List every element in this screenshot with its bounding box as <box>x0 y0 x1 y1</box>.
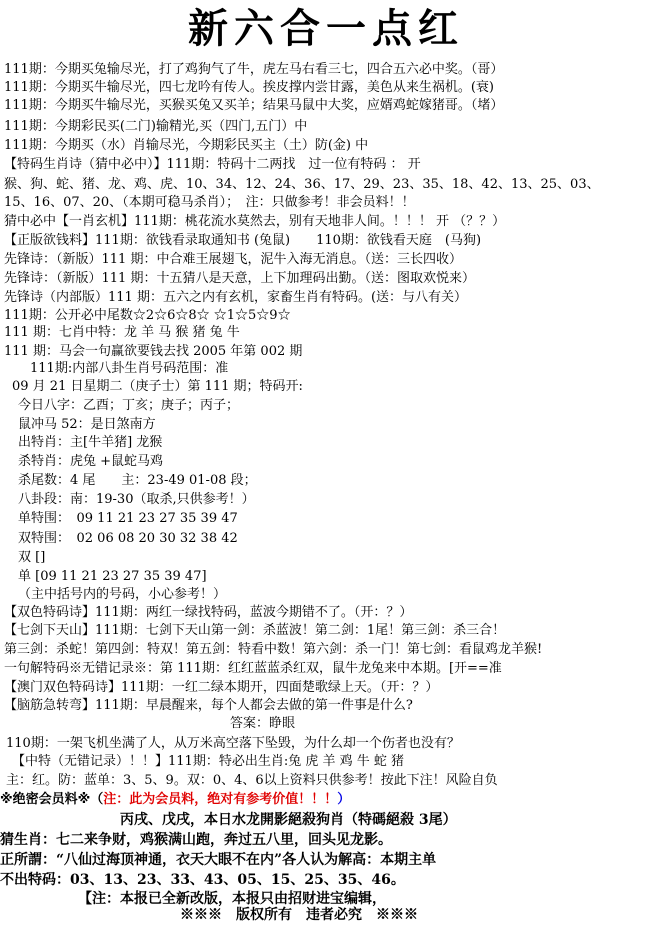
text-line: 丙戌、戊戌，本日水龙開影絕殺狗肖（特碼絕殺 3尾） <box>120 812 457 828</box>
text-line: 110期：一架飞机坐满了人，从万米高空落下坠毁，为什么却一个伤者也没有？ <box>6 736 460 751</box>
text-line: 111期：今期买牛输尽光，买猴买兔又买羊；结果马鼠中大奖，应婿鸡蛇嫁猪哥。（堵） <box>4 98 504 113</box>
text-line: 今日八字：乙酉；丁亥；庚子；丙子； <box>18 398 240 413</box>
page-title: 新六合一点红 <box>188 5 464 52</box>
text-line: 【特码生肖诗（猜中必中）】111期：特码十二两找 过一位有特码 ： 开 <box>4 157 421 172</box>
text-line: 猜生肖：七二来争财，鸡猴满山跑，奔过五八里，回头见龙影。 <box>0 832 392 848</box>
text-line: 双 [] <box>18 550 46 565</box>
text-line: 鼠冲马 52：是日煞南方 <box>18 417 156 432</box>
text-line: 杀特肖：虎兔 +鼠蛇马鸡 <box>18 454 164 469</box>
text-line: 【中特（无错记录）！！】111期：特必出生肖:兔 虎 羊 鸡 牛 蛇 猪 <box>12 754 404 769</box>
text-line: 杀尾数：4 尾 主：23-49 01-08 段； <box>18 473 257 488</box>
text-line: 第三剑：杀蛇！第四剑：特双！第五剑：特看中数！第六剑：杀一门！第七剑：看鼠鸡龙羊猴! <box>4 642 543 657</box>
text-line: 111期：今期买兔输尽光，打了鸡狗气了牛，虎左马右看三七，四合五六必中奖。（哥） <box>4 62 504 77</box>
text-line: 【七剑下天山】111期：七剑下天山第一剑：杀蓝波！第二剑：1尾！第三剑：杀三合！ <box>4 623 506 638</box>
member-notice <box>0 791 350 808</box>
text-line: 111 期：七肖中特：龙 羊 马 猴 猪 兔 牛 <box>4 325 240 340</box>
text-line: 一句解特码※无错记录※：第 111期：红红蓝蓝杀红双，鼠牛龙兔来中本期。[开==准 <box>4 661 502 676</box>
text-line: 先锋诗（内部版）111 期：五六之内有玄机，家畜生肖有特码。(送：与八有关） <box>4 290 468 305</box>
text-line: 先锋诗：（新版）111 期：中合难王展翅飞，泥牛入海无消息。（送：三长四收） <box>4 252 462 267</box>
text-line: 111 期：马会一句赢欲要钱去找 2005 年第 002 期 <box>4 344 303 359</box>
text-line: 出特肖：主[牛羊猪] 龙猴 <box>18 435 163 450</box>
text-line: 八卦段：南：19-30（取杀,只供参考！） <box>18 492 255 507</box>
text-line: 猴、狗、蛇、猪、龙、鸡、虎、10、34、12、24、36、17、29、23、35、18、42、13、25、03、 <box>4 177 600 192</box>
text-line: 09 月 21 日星期二（庚子士）第 111 期；特码开: <box>12 379 303 394</box>
text-line: 【正版欲钱料】111期：欲钱看录取通知书 (兔鼠) 110期：欲钱看天庭 (马狗) <box>4 233 482 248</box>
text-line: 【脑筋急转弯】111期：早晨醒来，每个人都会去做的第一件事是什么? <box>4 698 413 713</box>
member-notice-highlight: 注：此为会员料，绝对有参考价值！！！ <box>103 792 338 807</box>
text-line: 双特围： 02 06 08 20 30 32 38 42 <box>18 531 238 546</box>
text-line: 111期：公开必中尾数☆2☆6☆8☆ ☆1☆5☆9☆ <box>4 308 291 323</box>
text-line: 【双色特码诗】111期：两红一绿找特码，蓝波今期错不了。（开：？） <box>4 605 413 620</box>
text-line: 猜中必中【一肖玄机】111期：桃花流水莫然去，别有天地非人间。！！！ 开 （？？） <box>4 214 506 229</box>
text-line: 答案：睁眼 <box>230 716 296 731</box>
text-line: 111期：今期买（水）肖输尽光，今期彩民买主（土）防(金) 中 <box>4 138 369 153</box>
text-line: 111期：今期买牛输尽光，四七龙吟有传人。挨皮撑内尝甘露，美色从来生祸机。(衰) <box>4 80 494 95</box>
text-line: （主中括号内的号码，小心参考！） <box>18 587 227 602</box>
text-line: 111期：今期彩民买(二门)输精光,买（四门,五门）中 <box>4 119 308 134</box>
text-line: 单 [09 11 21 23 27 35 39 47] <box>18 569 207 584</box>
text-line: 先锋诗：（新版）111 期：十五猜八是天意，上下加理码出勤。（送：图取欢悦来） <box>4 271 475 286</box>
member-notice-prefix: ※绝密会员料※（ <box>0 792 104 807</box>
text-line: 正所謂：“八仙过海顶神通，衣天大眼不在内”各人认为解高：本期主单 <box>0 852 437 868</box>
text-line: 单特围： 09 11 21 23 27 35 39 47 <box>18 511 238 526</box>
text-line: 15、16、07、20、（本期可稳马杀肖）； 注：只做参考！非会员料！！ <box>4 195 415 210</box>
text-line: 【澳门双色特码诗】111期：一红二绿本期开，四面楚歌绿上天。（开：？） <box>4 680 439 695</box>
text-line: 111期:内部八卦生肖号码范围：准 <box>30 361 229 376</box>
text-line: 不出特码：03、13、23、33、43、05、15、25、35、46。 <box>0 872 405 888</box>
member-notice-suffix: ） <box>337 792 351 807</box>
text-line: 主：红。防：蓝单：3、5、9。双：0、4、6以上资料只供参考！按此下注！风险自负 <box>6 773 498 788</box>
text-line: 【注：本报已全新改版，本报只由招财进宝编辑， <box>78 891 386 907</box>
copyright-line: ※※※ 版权所有 违者必究 ※※※ <box>180 907 418 923</box>
